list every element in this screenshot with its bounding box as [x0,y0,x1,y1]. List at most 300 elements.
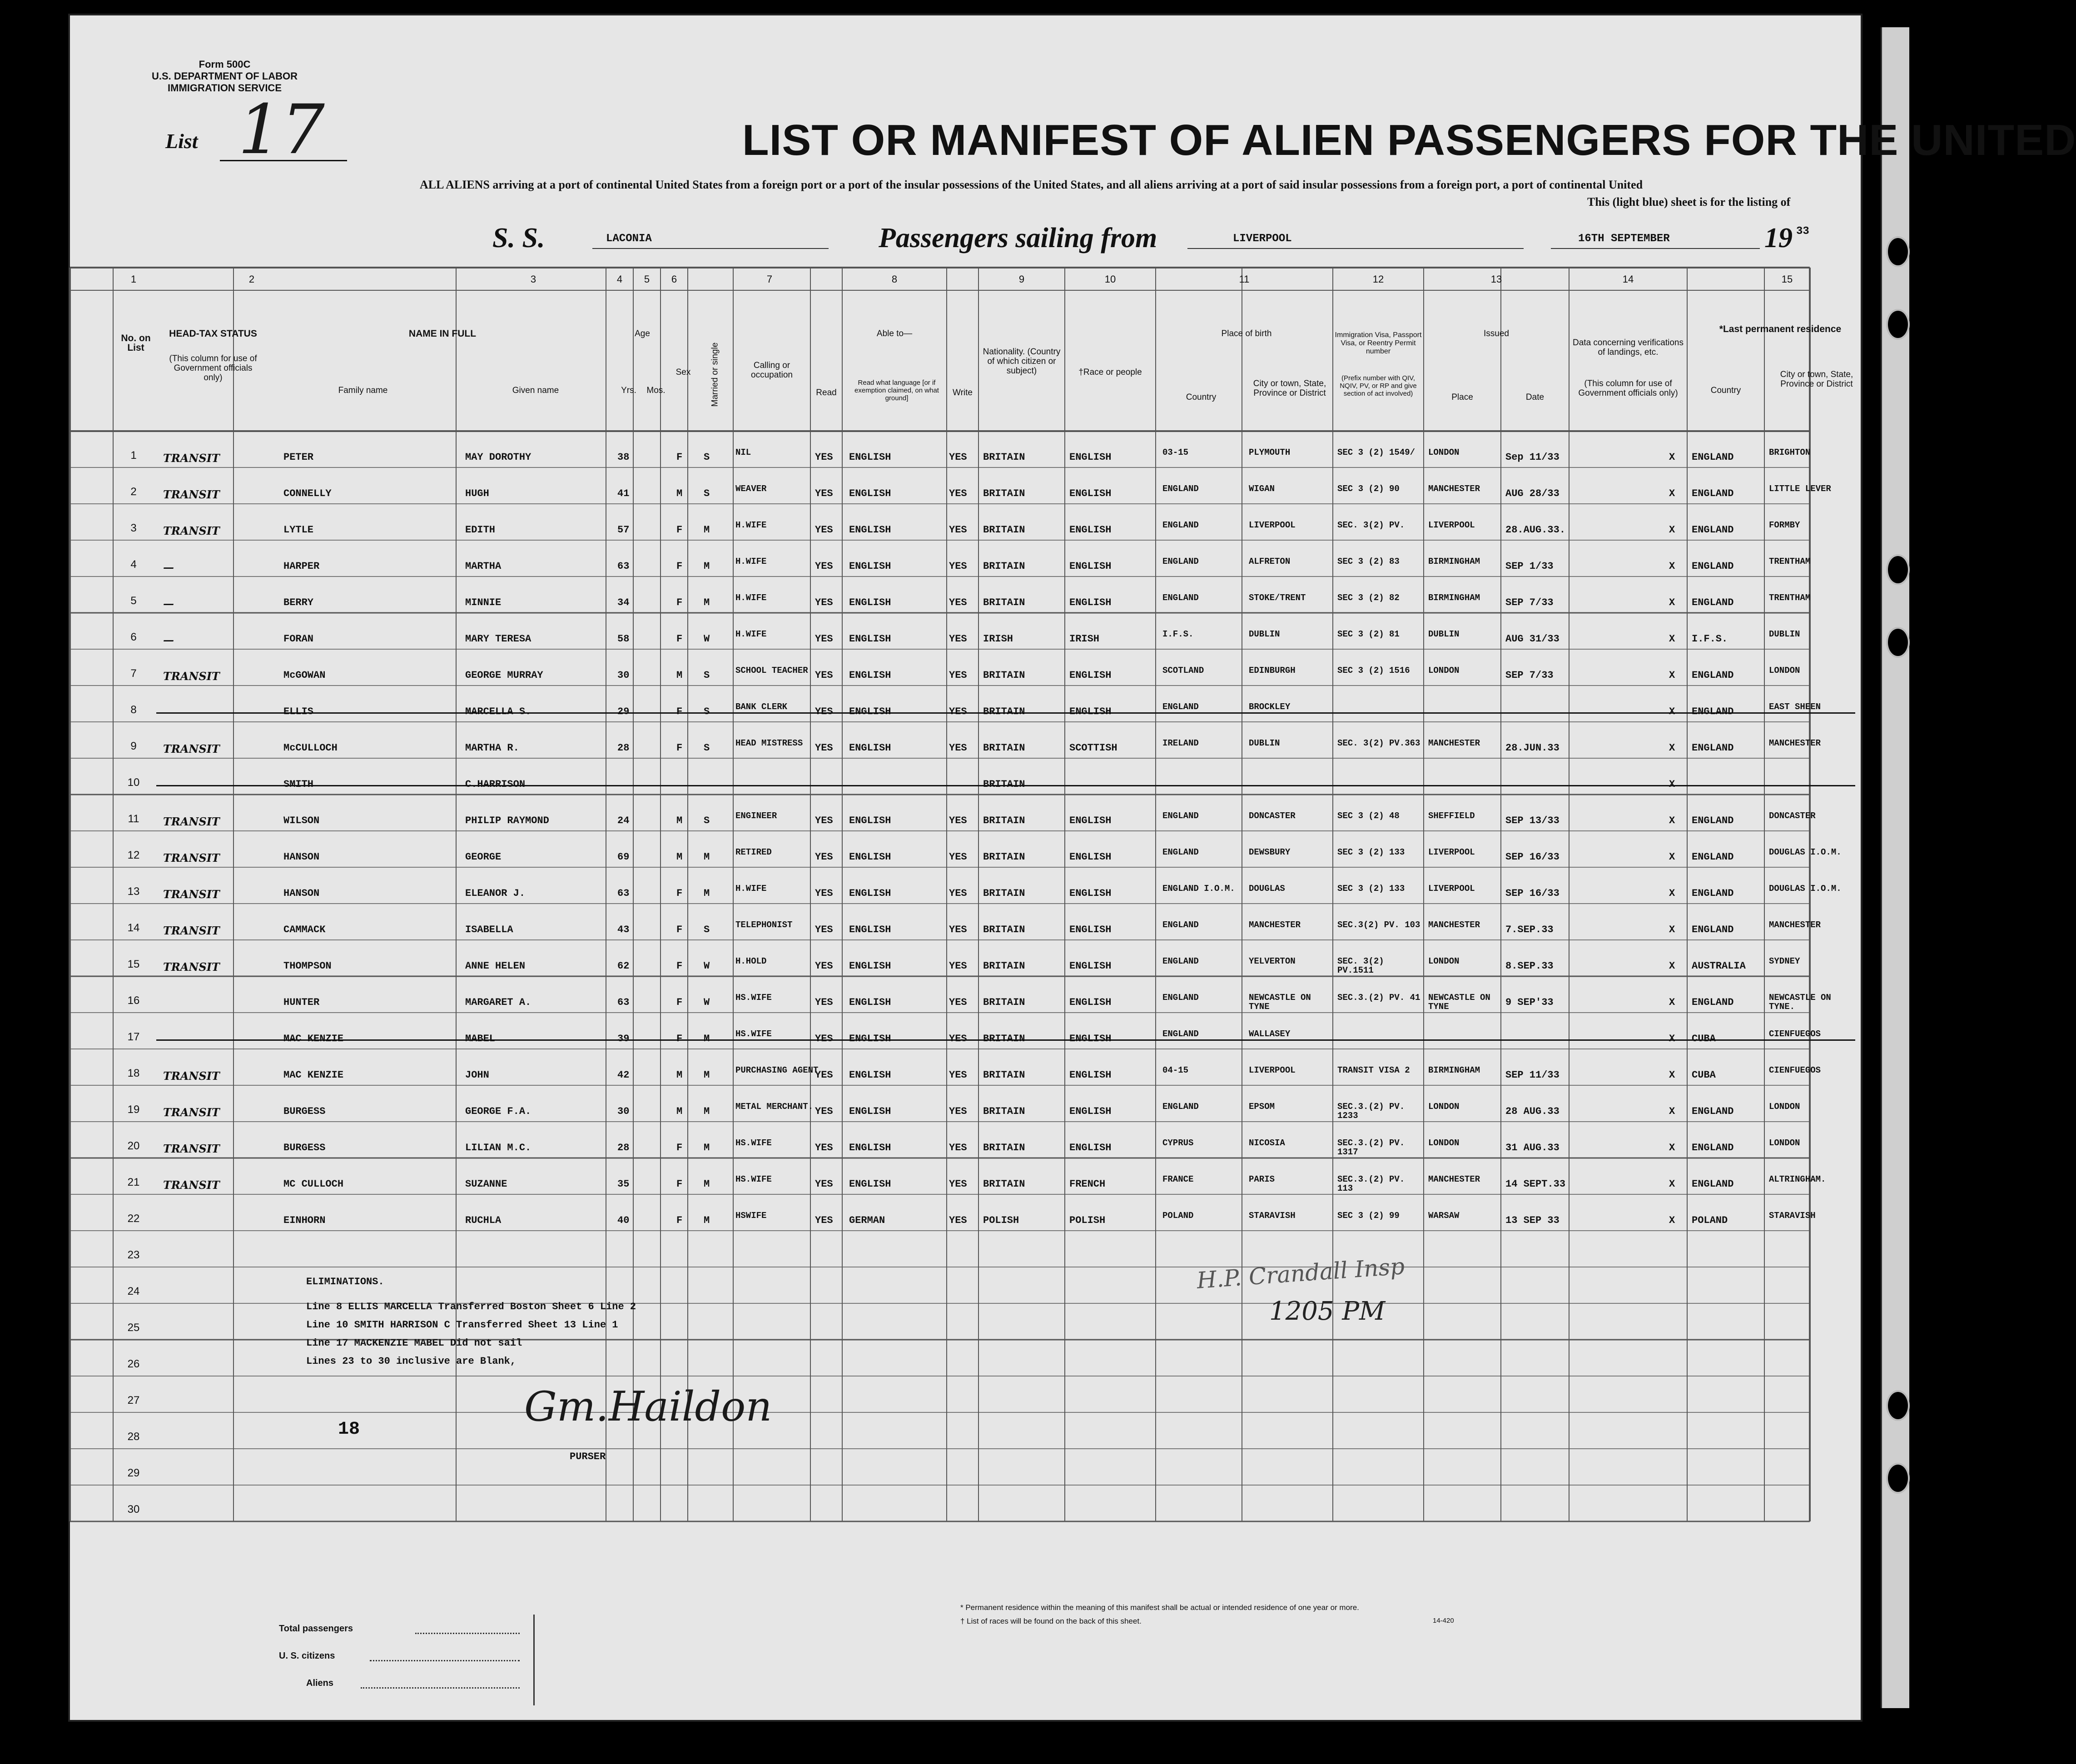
row-strike [156,785,1855,786]
nationality: IRISH [983,633,1013,645]
can-read: YES [815,670,833,681]
sex: F [676,706,683,717]
marital-status: M [704,851,710,863]
can-read: YES [815,924,833,935]
occupation: PURCHASING AGENT [735,1065,819,1075]
can-read: YES [815,1033,833,1044]
header-married: Married or single [710,342,720,407]
birth-city: DOUGLAS [1249,884,1285,894]
can-write: YES [949,888,967,899]
ss-label: S. S. [492,223,545,253]
read-language: ENGLISH [849,924,891,935]
occupation: H.WIFE [735,520,767,530]
time-note: 1205 PM [1269,1297,1386,1326]
residence-city: LITTLE LEVER [1769,484,1831,494]
verification-mark: X [1669,960,1675,972]
birth-city: EPSOM [1249,1102,1275,1112]
read-language: ENGLISH [849,488,891,499]
footer-dots [370,1660,520,1661]
line-number: 17 [127,1031,140,1043]
can-write: YES [949,997,967,1008]
read-language: ENGLISH [849,1033,891,1044]
occupation: H.WIFE [735,593,767,603]
year-prefix: 19 [1764,223,1793,253]
head-tax-status: TRANSIT [163,1106,220,1119]
issued-date: AUG 28/33 [1505,488,1559,499]
issued-place: MANCHESTER [1428,1174,1480,1184]
residence-country: ENGLAND [1692,452,1734,463]
nationality: BRITAIN [983,815,1025,826]
list-label: List [165,129,198,153]
ship-name: LACONIA [606,233,652,245]
verification-mark: X [1669,1215,1675,1226]
visa-number: SEC 3 (2) 1549/ [1337,447,1415,457]
can-write: YES [949,742,967,754]
verification-mark: X [1669,779,1675,790]
head-tax-status: TRANSIT [163,670,220,683]
verification-mark: X [1669,815,1675,826]
given-name: HUGH [465,488,489,499]
can-read: YES [815,597,833,608]
header-nationality: Nationality. (Country of which citizen or subject) [983,347,1061,376]
residence-city: BRIGHTON [1769,447,1811,457]
header-birth-city: City or town, State, Province or District [1253,379,1326,398]
residence-country: CUBA [1692,1033,1716,1044]
sex: F [676,1033,683,1044]
header-issued-place: Place [1451,393,1473,402]
birth-country: I.F.S. [1162,629,1194,639]
column-number: 8 [891,273,898,285]
head-tax-status: — [163,597,174,610]
sex: M [676,851,683,863]
line-number: 21 [127,1176,140,1188]
verification-mark: X [1669,524,1675,536]
birth-country: 03-15 [1162,447,1189,457]
residence-country: ENGLAND [1692,524,1734,536]
given-name: EDITH [465,524,496,536]
column-number: 14 [1622,273,1634,285]
issued-date: 14 SEPT.33 [1505,1178,1566,1190]
nationality: BRITAIN [983,960,1025,972]
given-name: MABEL [465,1033,496,1044]
race: ENGLISH [1069,1106,1112,1117]
nationality: BRITAIN [983,1033,1025,1044]
visa-number: TRANSIT VISA 2 [1337,1065,1410,1075]
port-line [1187,248,1524,249]
line-number: 24 [127,1285,140,1297]
footer-divider [533,1615,535,1705]
issued-place: BIRMINGHAM [1428,1065,1480,1075]
head-tax-status: TRANSIT [163,924,220,937]
footer-dots [415,1633,520,1634]
head-tax-status: TRANSIT [163,488,220,501]
line-number: 29 [127,1467,140,1479]
occupation: ENGINEER [735,811,777,821]
punch-hole [1886,627,1910,658]
issued-place: BIRMINGHAM [1428,557,1480,566]
punch-hole [1886,309,1910,340]
header-issued: Issued [1484,329,1509,338]
residence-country: I.F.S. [1692,633,1728,645]
family-name: FORAN [283,633,314,645]
issued-date: 28 AUG.33 [1505,1106,1559,1117]
given-name: SUZANNE [465,1178,507,1190]
residence-city: MANCHESTER [1769,738,1821,748]
issued-place: LONDON [1428,956,1460,966]
residence-city: DUBLIN [1769,629,1800,639]
birth-city: BROCKLEY [1249,702,1291,712]
can-write: YES [949,1178,967,1190]
birth-city: DONCASTER [1249,811,1296,821]
column-number: 5 [644,273,650,285]
header-place-of-birth: Place of birth [1221,329,1272,338]
given-name: MARY TERESA [465,633,531,645]
elimination-line-2: Line 10 SMITH HARRISON C Transferred Sheet 13 Line 1 [306,1319,618,1331]
birth-country: POLAND [1162,1211,1194,1221]
marital-status: M [704,1069,710,1081]
can-write: YES [949,670,967,681]
residence-country: ENGLAND [1692,1178,1734,1190]
sex: M [676,1106,683,1117]
head-tax-status: TRANSIT [163,524,220,537]
birth-city: YELVERTON [1249,956,1296,966]
binder-spine [1881,27,1909,1708]
header-res-country: Country [1710,386,1741,395]
read-language: ENGLISH [849,1142,891,1153]
birth-city: PLYMOUTH [1249,447,1291,457]
sex: F [676,524,683,536]
residence-country: ENGLAND [1692,924,1734,935]
departure-port: LIVERPOOL [1233,233,1292,245]
sex: M [676,815,683,826]
sex: F [676,1215,683,1226]
visa-number: SEC. 3(2) PV.1511 [1337,956,1384,975]
occupation: NIL [735,447,751,457]
sex: M [676,1069,683,1081]
given-name: LILIAN M.C. [465,1142,531,1153]
line-number: 25 [127,1322,140,1334]
family-name: HANSON [283,851,320,863]
issued-place: SHEFFIELD [1428,811,1475,821]
line-number: 4 [130,558,137,571]
read-language: ENGLISH [849,742,891,754]
residence-city: CIENFUEGOS [1769,1065,1821,1075]
given-name: GEORGE F.A. [465,1106,531,1117]
line-number: 15 [127,958,140,970]
header-birth-country: Country [1186,393,1217,402]
manifest-grid [70,268,1810,1571]
family-name: McGOWAN [283,670,326,681]
given-name: MAY DOROTHY [465,452,531,463]
residence-country: ENGLAND [1692,488,1734,499]
family-name: McCULLOCH [283,742,338,754]
subtitle-line-2: This (light blue) sheet is for the listing of [1587,195,1791,209]
nationality: BRITAIN [983,1106,1025,1117]
sex: F [676,888,683,899]
nationality: BRITAIN [983,488,1025,499]
header-yrs: Yrs. [621,386,636,395]
visa-number: SEC 3 (2) 83 [1337,557,1400,566]
family-name: THOMPSON [283,960,332,972]
header-issued-date: Date [1525,393,1545,402]
page-title: LIST OR MANIFEST OF ALIEN PASSENGERS FOR THE UNITED [742,116,2076,164]
verification-mark: X [1669,851,1675,863]
footer-note-races: † List of races will be found on the back of this sheet. [960,1617,1142,1625]
can-read: YES [815,452,833,463]
can-write: YES [949,1033,967,1044]
given-name: ELEANOR J. [465,888,526,899]
issued-place: LIVERPOOL [1428,520,1475,530]
issued-place: DUBLIN [1428,629,1460,639]
race: ENGLISH [1069,488,1112,499]
verification-mark: X [1669,888,1675,899]
read-language: ENGLISH [849,1069,891,1081]
line-number: 28 [127,1431,140,1443]
birth-country: ENGLAND [1162,520,1199,530]
can-write: YES [949,633,967,645]
line-number: 10 [127,776,140,789]
read-language: ENGLISH [849,597,891,608]
age-years: 63 [617,888,630,899]
nationality: BRITAIN [983,706,1025,717]
residence-country: ENGLAND [1692,1142,1734,1153]
sex: F [676,597,683,608]
column-number: 3 [530,273,536,285]
birth-country: ENGLAND [1162,484,1199,494]
marital-status: M [704,1106,710,1117]
issued-date: 13 SEP 33 [1505,1215,1559,1226]
issued-date: SEP 7/33 [1505,597,1554,608]
verification-mark: X [1669,452,1675,463]
footer-dots [361,1687,520,1689]
verification-mark: X [1669,597,1675,608]
verification-mark: X [1669,633,1675,645]
age-years: 30 [617,1106,630,1117]
occupation: BANK CLERK [735,702,788,712]
head-tax-status: TRANSIT [163,1142,220,1155]
given-name: GEORGE MURRAY [465,670,543,681]
issued-date: 28.JUN.33 [1505,742,1559,754]
residence-city: SYDNEY [1769,956,1800,966]
can-read: YES [815,1069,833,1081]
nationality: BRITAIN [983,1178,1025,1190]
issued-place: MANCHESTER [1428,484,1480,494]
occupation: HEAD MISTRESS [735,738,803,748]
nationality: BRITAIN [983,888,1025,899]
can-read: YES [815,561,833,572]
sex: F [676,924,683,935]
can-write: YES [949,561,967,572]
line-number: 7 [130,667,137,680]
header-visa-note: (Prefix number with QIV, NQIV, PV, or RP and give section of act involved) [1340,374,1417,398]
age-years: 57 [617,524,630,536]
issued-date: SEP 7/33 [1505,670,1554,681]
can-read: YES [815,960,833,972]
verification-mark: X [1669,997,1675,1008]
verification-mark: X [1669,1178,1675,1190]
family-name: BURGESS [283,1142,326,1153]
visa-number: SEC 3 (2) 1516 [1337,666,1410,676]
verification-mark: X [1669,1142,1675,1153]
can-write: YES [949,960,967,972]
marital-status: S [704,815,710,826]
verification-mark: X [1669,561,1675,572]
occupation: HS.WIFE [735,1138,772,1148]
family-name: SMITH [283,779,314,790]
age-years: 29 [617,706,630,717]
head-tax-status: TRANSIT [163,742,220,755]
birth-city: DEWSBURY [1249,847,1291,857]
read-language: ENGLISH [849,706,891,717]
head-tax-status: TRANSIT [163,1178,220,1192]
race: ENGLISH [1069,815,1112,826]
age-years: 30 [617,670,630,681]
birth-country: ENGLAND [1162,1102,1199,1112]
marital-status: M [704,1033,710,1044]
race: ENGLISH [1069,452,1112,463]
age-years: 28 [617,742,630,754]
birth-country: ENGLAND [1162,557,1199,566]
age-years: 58 [617,633,630,645]
form-identifier: Form 500C U.S. DEPARTMENT OF LABOR IMMIGRATION SERVICE [152,59,298,94]
issued-place: NEWCASTLE ON TYNE [1428,993,1490,1012]
header-head-tax: HEAD-TAX STATUS [169,328,257,339]
birth-country: ENGLAND [1162,593,1199,603]
race: ENGLISH [1069,1033,1112,1044]
birth-country: CYPRUS [1162,1138,1194,1148]
list-number-underline [220,160,347,161]
visa-number: SEC.3(2) PV. 103 [1337,920,1420,930]
residence-country: ENGLAND [1692,815,1734,826]
line-number: 12 [127,849,140,861]
race: ENGLISH [1069,851,1112,863]
given-name: MARTHA R. [465,742,519,754]
header-landing-note: (This column for use of Government officials only) [1578,379,1678,398]
head-tax-status: TRANSIT [163,960,220,974]
birth-city: LIVERPOOL [1249,520,1296,530]
residence-city: EAST SHEEN [1769,702,1821,712]
verification-mark: X [1669,670,1675,681]
sex: F [676,1142,683,1153]
sex: F [676,997,683,1008]
sailing-label: Passengers sailing from [879,223,1157,253]
line-number: 30 [127,1503,140,1516]
punch-hole [1886,1390,1910,1421]
nationality: BRITAIN [983,779,1025,790]
visa-number: SEC 3 (2) 133 [1337,847,1405,857]
head-tax-status: TRANSIT [163,452,220,465]
given-name: PHILIP RAYMOND [465,815,549,826]
marital-status: M [704,1215,710,1226]
residence-city: NEWCASTLE ON TYNE. [1769,993,1831,1012]
read-language: ENGLISH [849,1178,891,1190]
head-tax-status: TRANSIT [163,1069,220,1083]
sex: F [676,452,683,463]
marital-status: M [704,597,710,608]
family-name: MC CULLOCH [283,1178,344,1190]
family-name: BURGESS [283,1106,326,1117]
visa-number: SEC 3 (2) 90 [1337,484,1400,494]
issued-place: MANCHESTER [1428,920,1480,930]
issued-date: AUG 31/33 [1505,633,1559,645]
can-read: YES [815,742,833,754]
can-read: YES [815,1215,833,1226]
residence-city: TRENTHAM [1769,593,1811,603]
elimination-line-3: Line 17 MACKENZIE MABEL Did not sail [306,1337,522,1349]
family-name: HUNTER [283,997,320,1008]
row-strike [156,1039,1855,1041]
nationality: BRITAIN [983,851,1025,863]
marital-status: S [704,742,710,754]
line-number: 26 [127,1358,140,1370]
read-language: ENGLISH [849,452,891,463]
age-years: 42 [617,1069,630,1081]
birth-city: NEWCASTLE ON TYNE [1249,993,1311,1012]
residence-city: DOUGLAS I.O.M. [1769,884,1842,894]
header-head-tax-note: (This column for use of Government officials only) [169,354,257,383]
footer-total-passengers: Total passengers [279,1624,353,1634]
line-number: 18 [127,1067,140,1079]
column-number: 11 [1239,273,1250,285]
can-write: YES [949,1069,967,1081]
verification-mark: X [1669,488,1675,499]
age-years: 43 [617,924,630,935]
punch-hole [1886,554,1910,585]
marital-status: M [704,561,710,572]
family-name: HANSON [283,888,320,899]
birth-country: ENGLAND [1162,920,1199,930]
can-read: YES [815,888,833,899]
residence-country: ENGLAND [1692,670,1734,681]
birth-country: ENGLAND [1162,1029,1199,1039]
eliminations-heading: ELIMINATIONS. [306,1276,384,1287]
head-tax-status: TRANSIT [163,851,220,865]
manifest-sheet [68,14,2076,1722]
birth-country: ENGLAND I.O.M. [1162,884,1235,894]
race: ENGLISH [1069,524,1112,536]
residence-country: ENGLAND [1692,706,1734,717]
race: ENGLISH [1069,597,1112,608]
purser-signature: Gm.Haildon [524,1383,772,1431]
column-number: 10 [1104,273,1116,285]
occupation: H.WIFE [735,884,767,894]
occupation: HS.WIFE [735,1029,772,1039]
can-read: YES [815,851,833,863]
can-write: YES [949,924,967,935]
read-language: ENGLISH [849,561,891,572]
occupation: H.WIFE [735,629,767,639]
visa-number: SEC. 3(2) PV.363 [1337,738,1420,748]
marital-status: M [704,888,710,899]
can-read: YES [815,1178,833,1190]
line-number: 6 [130,631,137,643]
verification-mark: X [1669,1069,1675,1081]
race: ENGLISH [1069,561,1112,572]
can-read: YES [815,997,833,1008]
header-sex: Sex [675,368,691,377]
verification-mark: X [1669,924,1675,935]
family-name: MAC KENZIE [283,1069,344,1081]
header-no-on-list: No. on List [121,333,151,353]
issued-place: LONDON [1428,447,1460,457]
can-read: YES [815,488,833,499]
residence-country: ENGLAND [1692,888,1734,899]
purser-label: PURSER [570,1451,606,1462]
issued-date: 8.SEP.33 [1505,960,1554,972]
occupation: WEAVER [735,484,767,494]
issued-date: SEP 16/33 [1505,888,1559,899]
age-years: 63 [617,561,630,572]
